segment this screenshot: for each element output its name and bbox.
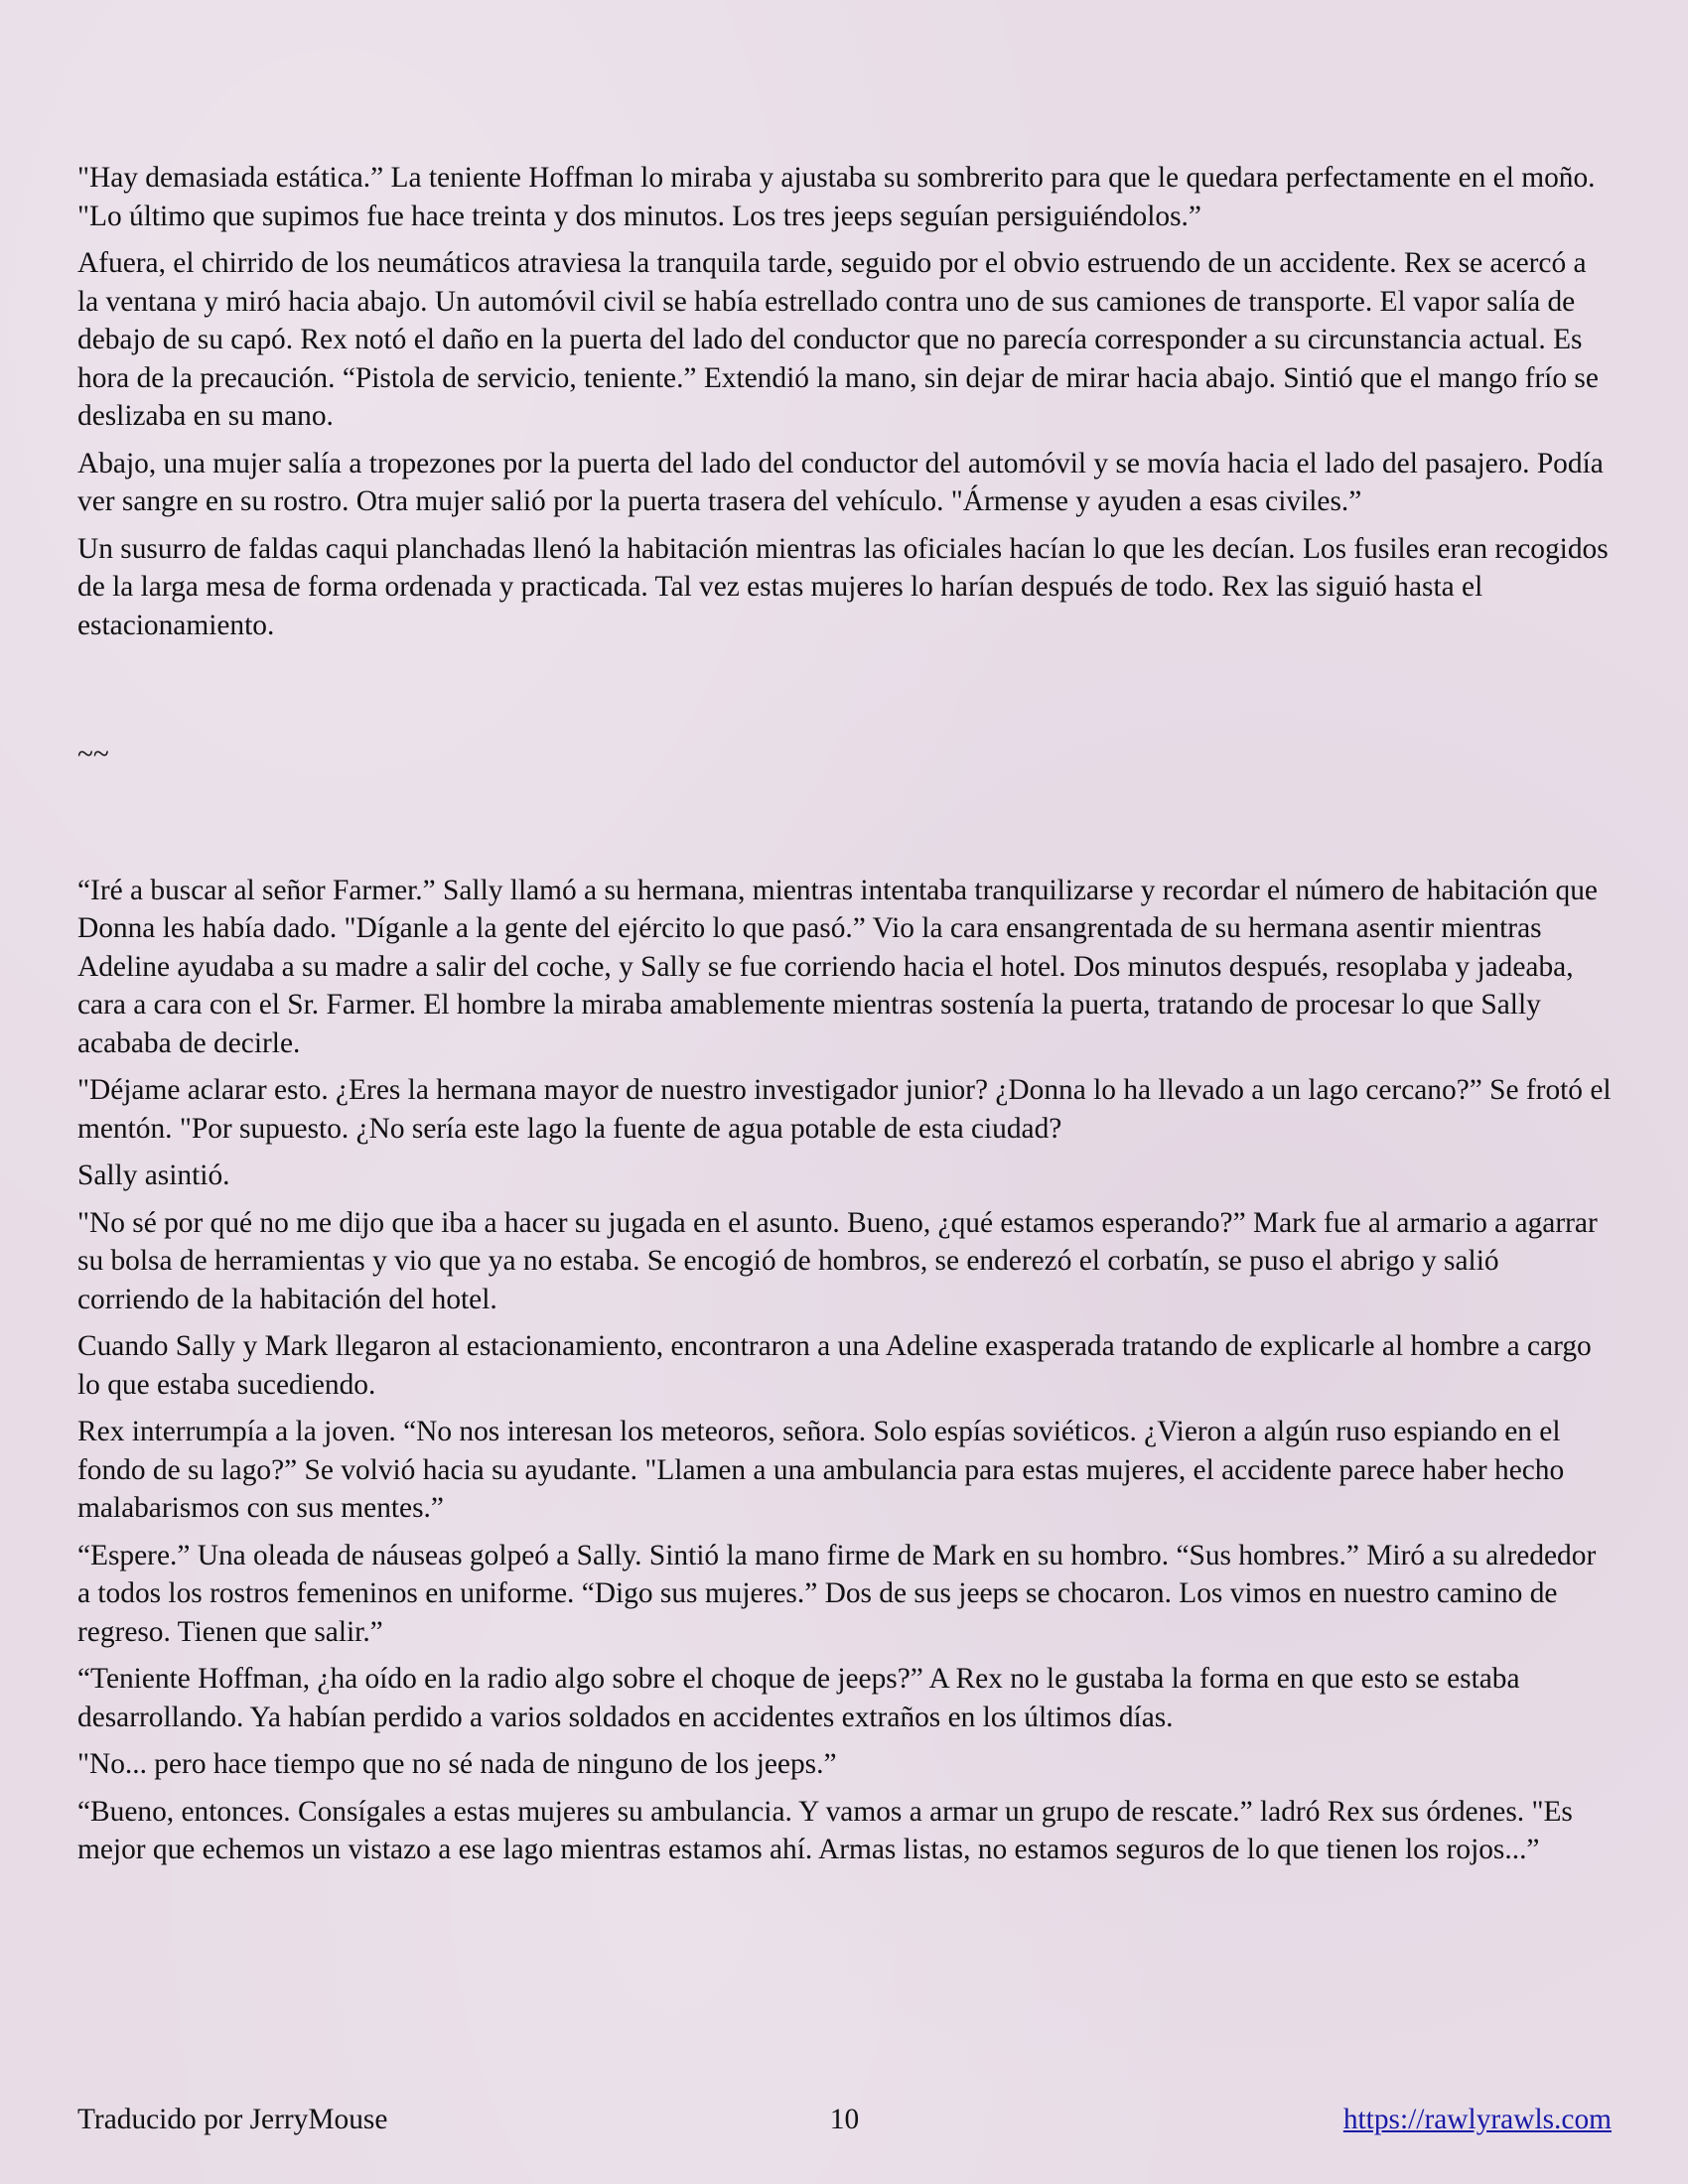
translator-credit: Traducido por JerryMouse <box>77 2104 388 2135</box>
paragraph: Afuera, el chirrido de los neumáticos atraviesa la tranquila tarde, seguido por el obvio estruendo de un accidente. Rex se acercó a la ventana y miró hacia abajo. Un automóvil civil se había estrellado contra uno de sus camiones de transporte. El vapor salía de debajo de su capó. Rex notó el daño en la puerta del lado del conductor que no parecía corresponder a su circunstancia actual. Es hora de la precaución. “Pistola de servicio, teniente.” Extendió la mano, sin dejar de mirar hacia abajo. Sintió que el mango frío se deslizaba en su mano. <box>77 247 1599 432</box>
paragraph: "Déjame aclarar esto. ¿Eres la hermana mayor de nuestro investigador junior? ¿Donna lo ha llevado a un lago cercano?” Se frotó el mentón. "Por supuesto. ¿No sería este lago la fuente de agua potable de esta ciudad? <box>77 1074 1612 1145</box>
paragraph: Rex interrumpía a la joven. “No nos interesan los meteoros, señora. Solo espías soviéticos. ¿Vieron a algún ruso espiando en el fondo de su lago?” Se volvió hacia su ayudante. "Llamen a una ambulancia para estas mujeres, el accidente parece haber hecho malabarismos con sus mentes.” <box>77 1416 1565 1524</box>
paragraph: “Bueno, entonces. Consígales a estas mujeres su ambulancia. Y vamos a armar un grupo de rescate.” ladró Rex sus órdenes. "Es mejor que echemos un vistazo a ese lago mientras estamos ahí. Armas listas, no estamos seguros de lo que tienen los rojos...” <box>77 1795 1573 1865</box>
page-footer <box>77 2100 1612 2139</box>
scene-separator: ~~ <box>77 739 109 770</box>
paragraph: "No sé por qué no me dijo que iba a hacer su jugada en el asunto. Bueno, ¿qué estamos esperando?” Mark fue al armario a agarrar su bolsa de herramientas y vio que ya no estaba. Se encogió de hombros, se enderezó el corbatín, se puso el abrigo y salió corriendo de la habitación del hotel. <box>77 1206 1598 1315</box>
page-number: 10 <box>829 2104 860 2135</box>
paragraph: “Iré a buscar al señor Farmer.” Sally llamó a su hermana, mientras intentaba tranquilizarse y recordar el número de habitación que Donna les había dado. "Díganle a la gente del ejército lo que pasó.” Vio la cara ensangrentada de su hermana asentir mientras Adeline ayudaba a su madre a salir del coche, y Sally se fue corriendo hacia el hotel. Dos minutos después, resoplaba y jadeaba, cara a cara con el Sr. Farmer. El hombre la miraba amablemente mientras sostenía la puerta, tratando de procesar lo que Sally acababa de decirle. <box>77 874 1598 1059</box>
section-one <box>77 159 1612 644</box>
paragraph: Sally asintió. <box>77 1160 230 1191</box>
paragraph: “Teniente Hoffman, ¿ha oído en la radio algo sobre el choque de jeeps?” A Rex no le gustaba la forma en que esto se estaba desarrollando. Ya habían perdido a varios soldados en accidentes extraños en los últimos días. <box>77 1663 1520 1733</box>
paragraph: “Espere.” Una oleada de náuseas golpeó a Sally. Sintió la mano firme de Mark en su hombro. “Sus hombres.” Miró a su alrededor a todos los rostros femeninos en uniforme. “Digo sus mujeres.” Dos de sus jeeps se chocaron. Los vimos en nuestro camino de regreso. Tienen que salir.” <box>77 1539 1597 1648</box>
paragraph: "No... pero hace tiempo que no sé nada de ninguno de los jeeps.” <box>77 1748 837 1780</box>
section-two <box>77 872 1612 1869</box>
website-link[interactable]: https://rawlyrawls.com <box>1342 2104 1612 2135</box>
paragraph: Abajo, una mujer salía a tropezones por la puerta del lado del conductor del automóvil y se movía hacia el lado del pasajero. Podía ver sangre en su rostro. Otra mujer salió por la puerta trasera del vehículo. "Ármense y ayuden a esas civiles.” <box>77 447 1604 517</box>
paragraph: Un susurro de faldas caqui planchadas llenó la habitación mientras las oficiales hacían lo que les decían. Los fusiles eran recogidos de la larga mesa de forma ordenada y practicada. Tal vez estas mujeres lo harían después de todo. Rex las siguió hasta el estacionamiento. <box>77 532 1609 641</box>
document-body <box>77 159 1612 1878</box>
paragraph: Cuando Sally y Mark llegaron al estacionamiento, encontraron a una Adeline exasperada tratando de explicarle al hombre a cargo lo que estaba sucediendo. <box>77 1330 1592 1401</box>
paragraph: "Hay demasiada estática.” La teniente Hoffman lo miraba y ajustaba su sombrerito para que le quedara perfectamente en el moño. "Lo último que supimos fue hace treinta y dos minutos. Los tres jeeps seguían persiguiéndolos.” <box>77 162 1596 232</box>
